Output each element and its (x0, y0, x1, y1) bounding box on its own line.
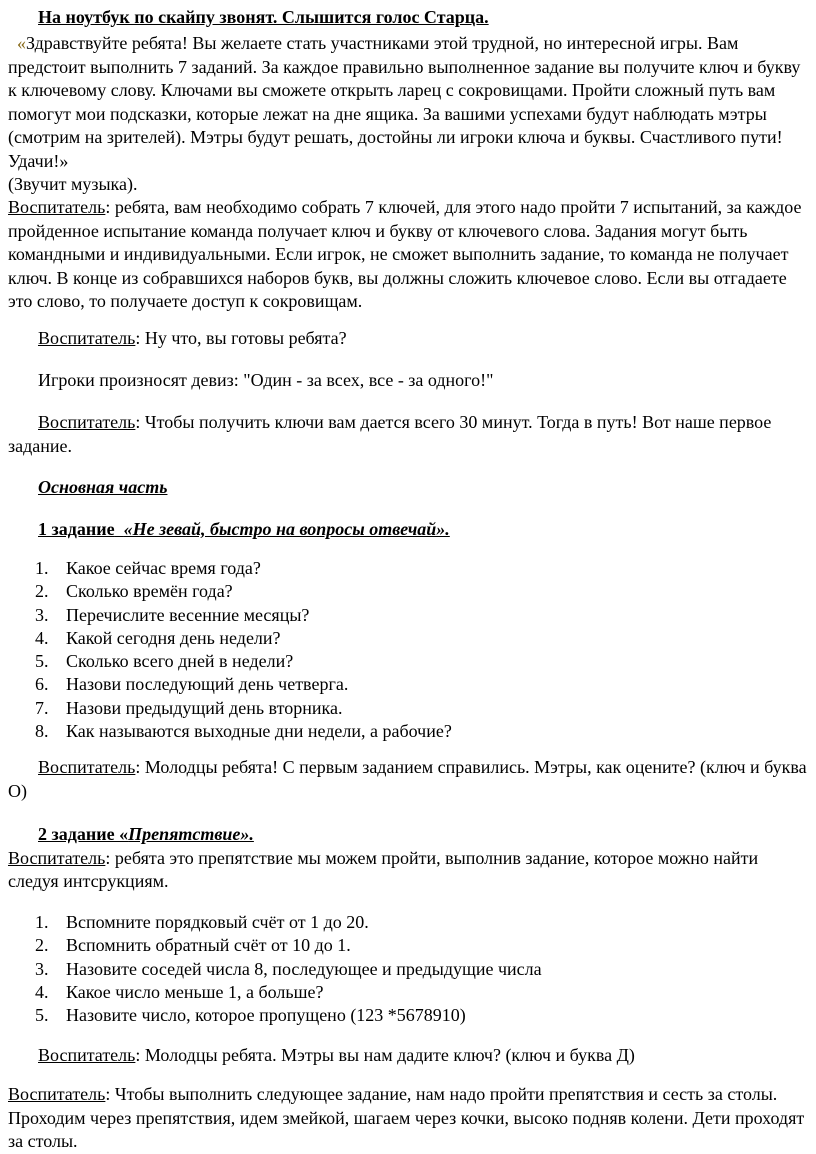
list-item: 1. Какое сейчас время года? (35, 558, 261, 578)
list-item: 6. Назови последующий день четверга. (35, 674, 349, 695)
list-item: 4. Какой сегодня день недели? (35, 627, 281, 648)
elder-speech-text: Здравствуйте ребята! Вы желаете стать участниками этой трудной, но интересной игры. Вам предстоит выполнить 7 заданий. За каждое правильно выполненное задание вы получите ключ и букву к ключевому слову. Ключами вы сможете открыть ларец с сокровищами. Пройти сложный путь вам помогут мои подсказки, которые лежат на дне ящика. За вашими успехами будут наблюдать мэтры (смотрим на зрителей). Мэтры будут решать, достойны ли игроки ключа и буквы. Счастливого пути! Удачи!» (8, 33, 801, 171)
list-item: 2. Вспомнить обратный счёт от 10 до 1. (35, 935, 351, 956)
speaker-label: Воспитатель (8, 197, 106, 217)
list-item: 1. Вспомните порядковый счёт от 1 до 20. (35, 912, 369, 932)
paragraph-motto (8, 369, 808, 393)
task1-label: 1 задание (38, 519, 115, 539)
speaker-label: Воспитатель (38, 757, 136, 777)
task2-after-text: : Молодцы ребята. Мэтры вы нам дадите ключ? (ключ и буква Д) (135, 1045, 635, 1065)
main-part-title: Основная часть (38, 477, 168, 497)
list-item: 3. Назовите соседей числа 8, последующее и предыдущие числа (35, 958, 542, 979)
list-item: 5. Назовите число, которое пропущено (123 *5678910) (35, 1005, 466, 1026)
page-heading (8, 6, 808, 30)
list-item: 3. Перечислите весенние месяцы? (35, 604, 310, 625)
task2-after (8, 1044, 808, 1068)
list-item: 8. Как называются выходные дни недели, а рабочие? (35, 721, 452, 742)
task2-title: Препятствие». (128, 824, 254, 844)
speaker-label: Воспитатель (38, 328, 136, 348)
speaker-label: Воспитатель (8, 847, 106, 868)
paragraph-time (8, 411, 808, 458)
time-text: : Чтобы получить ключи вам дается всего 30 минут. Тогда в путь! Вот наше первое задание. (8, 412, 772, 456)
elder-speech (8, 32, 808, 197)
quote-mark: « (17, 33, 26, 53)
task1-after-text: : Молодцы ребята! С первым заданием справились. Мэтры, как оцените? (ключ и буква О) (8, 757, 807, 801)
list-item: 7. Назови предыдущий день вторника. (35, 697, 343, 718)
paragraph-obstacles (8, 1083, 808, 1154)
task2-intro-text: : ребята это препятствие мы можем пройти, выполнив задание, которое можно найти следуя интсрукциям. (8, 847, 759, 891)
task2-instruction-list (8, 911, 798, 1027)
main-part-heading (8, 476, 808, 500)
task1-after (8, 756, 808, 803)
paragraph-rules (8, 196, 808, 314)
task1-title: «Не зевай, быстро на вопросы отвечай». (123, 519, 450, 539)
obstacles-text: : Чтобы выполнить следующее задание, нам надо пройти препятствия и сесть за столы. Проходим через препятствия, идем змейкой, шагаем через кочки, высоко подняв колени. Дети проходят за столы. (8, 1084, 805, 1151)
task1-question-list (8, 557, 798, 743)
task2-label: 2 задание « (38, 824, 129, 844)
heading-text: На ноутбук по скайпу звонят. Слышится голос Старца. (38, 7, 489, 27)
task2-heading (8, 823, 808, 894)
rules-text: : ребята, вам необходимо собрать 7 ключей, для этого надо пройти 7 испытаний, за каждое пройденное испытание команда получает ключ и букву от ключевого слова. Задания могут быть командными и индивидуальными. Если игрок, не сможет выполнить задание, то команда не получает ключ. В конце из собравшихся наборов букв, вы должны сложить ключевое слово. Если вы отгадаете это слово, то получаете доступ к сокровищам. (8, 197, 802, 311)
list-item: 5. Сколько всего дней в недели? (35, 651, 294, 672)
ready-text: : Ну что, вы готовы ребята? (135, 328, 347, 348)
paragraph-ready (8, 327, 808, 351)
motto-text: Игроки произносят девиз: "Один - за всех, все - за одного!" (38, 370, 494, 390)
speaker-label: Воспитатель (8, 1084, 106, 1104)
music-note: (Звучит музыка). (8, 174, 138, 194)
list-item: 2. Сколько времён года? (35, 581, 233, 602)
task1-heading (8, 518, 808, 542)
speaker-label: Воспитатель (38, 412, 136, 432)
speaker-label: Воспитатель (38, 1045, 136, 1065)
list-item: 4. Какое число меньше 1, а больше? (35, 981, 324, 1002)
